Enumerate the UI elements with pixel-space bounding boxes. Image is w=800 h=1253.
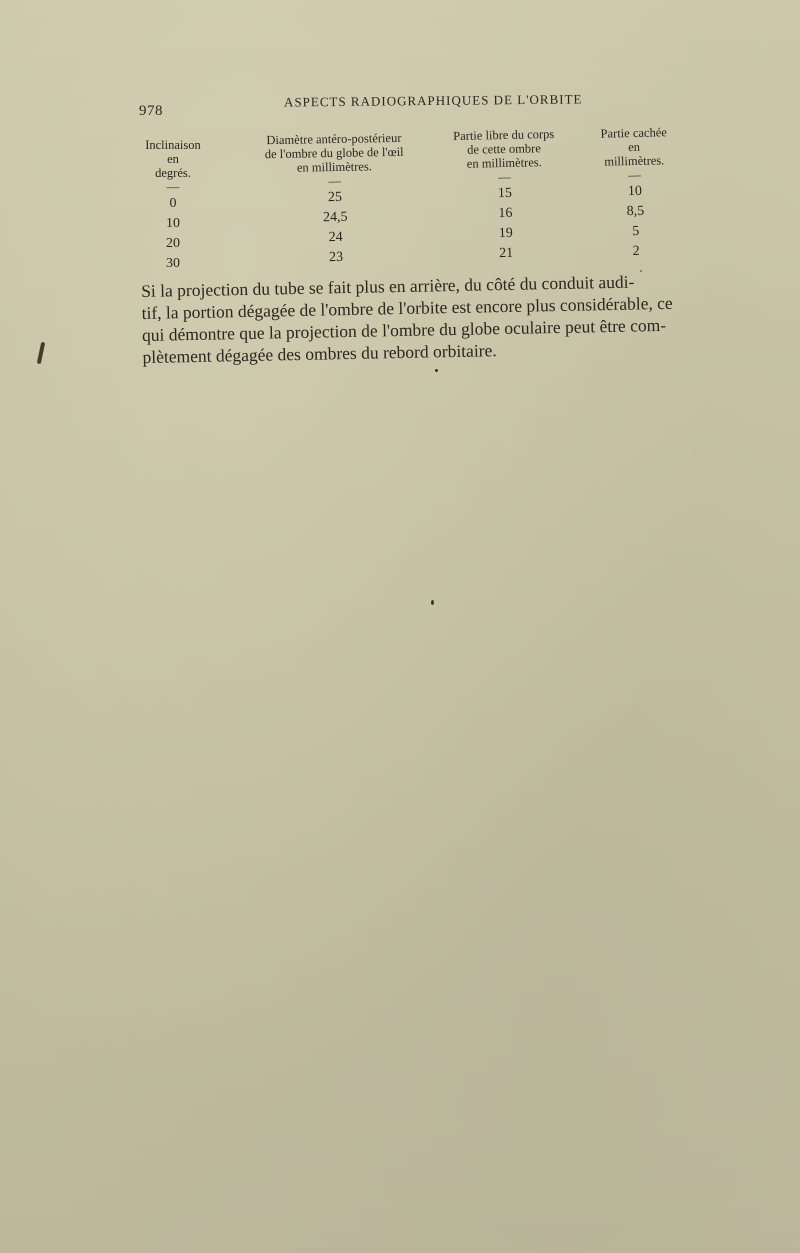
ink-speck [431, 600, 434, 605]
column-dash: — [166, 180, 180, 194]
table-cell: 0 [169, 196, 177, 211]
paragraph-line: tif, la portion dégagée de l'ombre de l'orbite est encore plus considérable, ce [141, 292, 673, 323]
column-heading-line: Partie cachée [600, 125, 668, 141]
column-heading-line: en millimètres. [466, 155, 542, 171]
table-cell: 2 [632, 243, 640, 260]
paragraph-line: Si la projection du tube se fait plus en arrière, du côté du conduit audi- [141, 271, 635, 301]
column-heading-line: en millimètres. [296, 159, 373, 175]
table-cell: 10 [166, 216, 180, 231]
paragraph-line: qui démontre que la projection de l'ombre du globe oculaire peut être com- [141, 314, 667, 345]
data-table [140, 122, 710, 272]
column-dash: — [328, 173, 342, 189]
table-cell: 16 [498, 205, 513, 222]
table-cell: 30 [166, 256, 180, 271]
ink-speck [435, 369, 438, 372]
table-column-free-part [429, 126, 582, 265]
page-number: 978 [139, 103, 163, 119]
column-heading-line: de l'ombre du globe de l'œil [264, 144, 404, 162]
column-dash: — [498, 169, 511, 185]
table-column-diameter [239, 130, 431, 269]
table-cell: 20 [166, 236, 180, 251]
table-cell: 5 [632, 223, 640, 240]
table-cell: 24 [328, 229, 343, 246]
column-heading-line: Partie libre du corps [453, 126, 555, 144]
table-cell: 21 [499, 245, 514, 262]
running-title: ASPECTS RADIOGRAPHIQUES DE L'ORBITE [283, 91, 583, 110]
table-cell: 15 [497, 185, 513, 202]
paragraph-line: plètement dégagée des ombres du rebord orbitaire. [142, 340, 497, 367]
table-cell: 8,5 [626, 203, 645, 220]
body-paragraph [141, 269, 713, 368]
column-heading-line: de cette ombre [467, 141, 541, 157]
column-heading-line: millimètres. [604, 153, 665, 169]
table-cell: 19 [498, 225, 513, 242]
table-column-inclination [140, 138, 206, 274]
table-cell: 23 [328, 249, 344, 266]
table-column-hidden-part [579, 125, 692, 263]
table-cell: 25 [327, 189, 343, 206]
column-heading-line: Diamètre antéro-postérieur [266, 130, 402, 148]
column-dash: — [628, 167, 641, 183]
table-cell: 10 [627, 183, 643, 200]
margin-ink-mark [37, 342, 45, 364]
column-heading-line: en [627, 139, 641, 155]
column-heading-line: degrés. [155, 166, 191, 180]
column-heading-line: en [167, 152, 179, 166]
ink-speck [640, 270, 642, 272]
column-heading-line: Inclinaison [145, 138, 201, 152]
table-cell: 24,5 [322, 209, 348, 226]
